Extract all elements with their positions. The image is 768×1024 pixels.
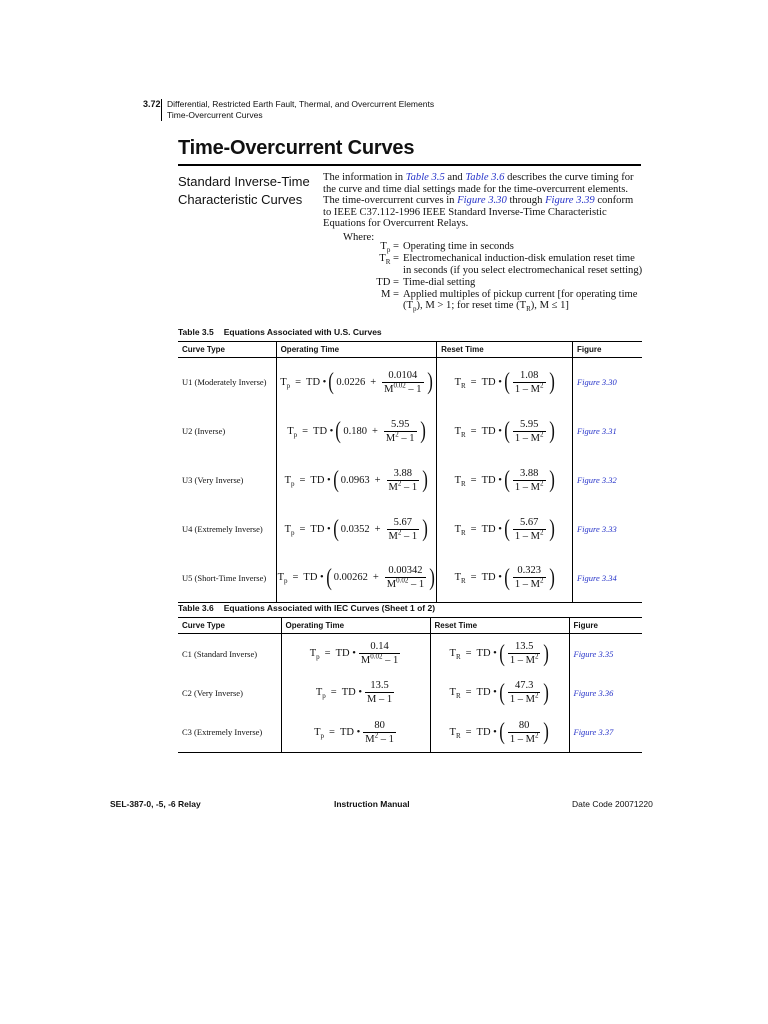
page-number: 3.72 bbox=[143, 99, 161, 109]
figure-cell bbox=[569, 673, 642, 713]
intro-text: The information in bbox=[323, 172, 404, 183]
fraction bbox=[513, 468, 546, 493]
operating-time-formula: $T_p$ = TD • ( 0.0963 + $\frac{3.88}{M^2 - 1}$ ) bbox=[284, 467, 428, 493]
figure-link[interactable]: Figure 3.32 bbox=[576, 475, 617, 485]
table-row bbox=[178, 554, 642, 603]
table-row bbox=[178, 713, 642, 753]
reset-time-formula: $T_R$ = TD • ( $\frac{5.67}{1 - M^2}$ ) bbox=[454, 516, 555, 542]
fraction bbox=[385, 565, 426, 590]
formula-lhs: $T_R$ bbox=[454, 474, 466, 488]
operating-time-formula: $T_p$ = TD • $\frac{0.14}{M^{0.02} - 1}$ bbox=[309, 641, 399, 666]
desc-tr: Electromechanical induction-disk emulation reset time in seconds (if you select electromechanical reset setting) bbox=[403, 253, 643, 276]
figure-cell bbox=[572, 358, 642, 407]
figure-link[interactable]: Figure 3.36 bbox=[573, 687, 614, 698]
figure-cell bbox=[572, 554, 642, 603]
formula-lhs: $T_R$ bbox=[454, 572, 466, 586]
table-row bbox=[178, 407, 642, 456]
curve-type-cell: U3 (Very Inverse) bbox=[182, 475, 244, 485]
figure-link[interactable]: Figure 3.35 bbox=[573, 648, 614, 659]
reset-time-cell bbox=[430, 673, 569, 713]
curve-type-cell: U4 (Extremely Inverse) bbox=[182, 524, 263, 534]
definitions-list bbox=[340, 241, 645, 313]
reset-time-cell bbox=[437, 456, 573, 505]
table-3-5-caption: Table 3.5 Equations Associated with U.S. Curves bbox=[178, 327, 382, 337]
footer-product: SEL-387-0, -5, -6 Relay bbox=[110, 799, 201, 809]
formula-lhs: $T_p$ bbox=[284, 474, 295, 488]
reset-time-cell bbox=[437, 407, 573, 456]
fraction bbox=[513, 565, 546, 590]
formula-lhs: $T_p$ bbox=[284, 523, 295, 537]
fraction-numerator: 80 bbox=[518, 719, 530, 731]
intro-paragraph bbox=[323, 172, 643, 230]
fraction-denominator: $M^{0.02} - 1$ bbox=[360, 652, 399, 666]
fraction-numerator: 5.67 bbox=[393, 516, 413, 528]
fraction-denominator: $1 - M^2$ bbox=[514, 381, 544, 395]
fraction-numerator: 0.323 bbox=[517, 565, 542, 577]
figure-link[interactable]: Figure 3.34 bbox=[576, 572, 617, 583]
figure-link[interactable]: Figure 3.30 bbox=[576, 377, 617, 388]
fraction bbox=[513, 419, 546, 444]
curve-type-cell: U1 (Moderately Inverse) bbox=[182, 377, 267, 388]
where-label: Where: bbox=[343, 232, 375, 243]
figure-link[interactable]: Figure 3.31 bbox=[576, 426, 617, 436]
operating-time-formula: $T_p$ = TD • ( 0.0226 + $\frac{0.0104}{M^{0.02} - 1}$ ) bbox=[280, 369, 433, 396]
intro-text: through bbox=[509, 195, 543, 207]
reset-time-cell bbox=[430, 713, 569, 753]
col-header: Curve Type bbox=[178, 618, 281, 634]
operating-time-cell bbox=[276, 456, 437, 505]
figure-cell bbox=[572, 505, 642, 554]
fraction-denominator: $1 - M^2$ bbox=[514, 528, 544, 542]
reset-time-formula: $T_R$ = TD • ( $\frac{5.95}{1 - M^2}$ ) bbox=[454, 418, 555, 444]
table-row bbox=[178, 505, 642, 554]
operating-time-cell bbox=[276, 554, 437, 603]
fraction bbox=[513, 517, 546, 542]
fraction-numerator: 3.88 bbox=[520, 467, 539, 479]
definition-m bbox=[340, 289, 645, 312]
operating-time-cell bbox=[281, 713, 430, 753]
fraction-numerator: 80 bbox=[374, 719, 385, 731]
fraction-denominator: $1 - M^2$ bbox=[514, 576, 544, 591]
operating-time-formula: $T_p$ = TD • ( 0.180 + $\frac{5.95}{M^2 - 1}$ ) bbox=[287, 418, 426, 444]
fraction-denominator: $M^{0.02} - 1$ bbox=[384, 381, 422, 395]
desc-td: Time-dial setting bbox=[403, 276, 476, 288]
intro-text: conform to IEEE C37.112-1996 IEEE Standard Inverse-Time Characteristic Equations for Overcurrent Relays. bbox=[323, 195, 634, 230]
reset-time-cell bbox=[437, 358, 573, 407]
side-heading: Standard Inverse-Time Characteristic Curves bbox=[178, 174, 310, 207]
table-3-6-caption: Table 3.6 Equations Associated with IEC Curves (Sheet 1 of 2) bbox=[178, 603, 436, 613]
operating-time-cell bbox=[281, 634, 430, 674]
operating-time-formula: $T_p$ = TD • $\frac{13.5}{M - 1}$ bbox=[315, 680, 393, 706]
formula-lhs: $T_p$ bbox=[280, 376, 291, 390]
fraction-numerator: 0.0104 bbox=[388, 369, 418, 381]
formula-lhs: $T_R$ bbox=[454, 425, 466, 439]
reset-time-formula: $T_R$ = TD • ( $\frac{13.5}{1 - M^2}$ ) bbox=[449, 640, 550, 667]
formula-lhs: $T_R$ bbox=[454, 376, 466, 390]
term-m: M = bbox=[380, 288, 399, 300]
operating-time-formula: $T_p$ = TD • ( 0.00262 + $\frac{0.00342}{M^{0.02} - 1}$ ) bbox=[277, 564, 435, 591]
intro-text: and bbox=[447, 172, 463, 183]
formula-lhs: $T_R$ bbox=[454, 523, 466, 537]
col-header: Operating Time bbox=[276, 342, 437, 358]
col-header: Figure bbox=[569, 618, 642, 634]
formula-lhs: $T_R$ bbox=[449, 648, 461, 662]
fraction bbox=[508, 720, 541, 745]
figure-cell bbox=[572, 407, 642, 456]
link-table-3-6[interactable]: Table 3.6 bbox=[465, 172, 505, 183]
definition-tp bbox=[340, 241, 645, 253]
fraction bbox=[382, 370, 423, 395]
fraction-numerator: 13.5 bbox=[514, 641, 534, 652]
term-tr: $T_R$ = bbox=[379, 253, 399, 267]
operating-time-formula: $T_p$ = TD • ( 0.0352 + $\frac{5.67}{M^2 - 1}$ ) bbox=[284, 516, 428, 542]
fraction bbox=[365, 680, 394, 705]
definition-td bbox=[340, 277, 645, 289]
curve-type-cell: U2 (Inverse) bbox=[182, 426, 226, 436]
table-row bbox=[178, 456, 642, 505]
formula-lhs: $T_p$ bbox=[309, 648, 320, 662]
fraction-denominator: $1 - M^2$ bbox=[514, 430, 544, 444]
link-figure-3-30[interactable]: Figure 3.30 bbox=[457, 195, 507, 207]
fraction-numerator: 5.95 bbox=[520, 418, 539, 430]
col-header: Curve Type bbox=[178, 342, 276, 358]
desc-m: Applied multiples of pickup current [for operating time $(T_p)$, M > 1; for reset time $(T_R)$, M ≤ 1] bbox=[403, 288, 638, 314]
formula-lhs: $T_p$ bbox=[277, 572, 288, 586]
table-row bbox=[178, 358, 642, 407]
fraction-numerator: 0.14 bbox=[370, 641, 389, 652]
curve-type-cell: C3 (Extremely Inverse) bbox=[178, 713, 281, 753]
col-header: Figure bbox=[572, 342, 642, 358]
col-header: Operating Time bbox=[281, 618, 430, 634]
fraction-denominator: $1 - M^2$ bbox=[509, 691, 539, 706]
link-table-3-5[interactable]: Table 3.5 bbox=[405, 172, 445, 183]
fraction bbox=[508, 680, 541, 705]
formula-lhs: $T_p$ bbox=[314, 726, 325, 740]
fraction bbox=[387, 517, 420, 542]
fraction-denominator: $1 - M^2$ bbox=[514, 479, 544, 493]
fraction-denominator: $1 - M^2$ bbox=[509, 652, 539, 666]
title-rule bbox=[178, 164, 641, 166]
operating-time-formula: $T_p$ = TD • $\frac{80}{M^2 - 1}$ bbox=[314, 719, 394, 745]
reset-time-cell bbox=[430, 634, 569, 674]
link-figure-3-39[interactable]: Figure 3.39 bbox=[545, 195, 595, 207]
fraction bbox=[508, 641, 541, 666]
fraction-denominator: $M^2 - 1$ bbox=[388, 528, 418, 542]
fraction-denominator: $M^2 - 1$ bbox=[385, 430, 415, 444]
fraction bbox=[363, 720, 396, 745]
term-tp: $T_p$ = bbox=[380, 241, 399, 255]
fraction-numerator: 0.00342 bbox=[388, 565, 423, 577]
desc-tp: Operating time in seconds bbox=[403, 241, 514, 252]
reset-time-cell bbox=[437, 554, 573, 603]
figure-cell bbox=[569, 713, 642, 753]
operating-time-cell bbox=[276, 407, 437, 456]
intro-text: describes the curve timing for the curve and time dial settings made for the time-overcurrent elements. The time-overcurrent curves in bbox=[323, 172, 634, 207]
operating-time-cell bbox=[281, 673, 430, 713]
formula-lhs: $T_R$ bbox=[449, 726, 461, 740]
table-row bbox=[178, 673, 642, 713]
fraction bbox=[384, 419, 417, 444]
table-3-5 bbox=[178, 341, 642, 603]
chapter-title: Differential, Restricted Earth Fault, Thermal, and Overcurrent Elements bbox=[167, 99, 435, 109]
reset-time-formula: $T_R$ = TD • ( $\frac{3.88}{1 - M^2}$ ) bbox=[454, 467, 555, 493]
reset-time-cell bbox=[437, 505, 573, 554]
fraction-numerator: 47.3 bbox=[514, 680, 534, 692]
fraction-denominator: $M^2 - 1$ bbox=[365, 731, 394, 745]
operating-time-cell bbox=[276, 505, 437, 554]
fraction-numerator: 13.5 bbox=[370, 680, 389, 692]
figure-link[interactable]: Figure 3.33 bbox=[576, 524, 617, 534]
fraction bbox=[513, 370, 546, 395]
curve-type-cell: C2 (Very Inverse) bbox=[182, 687, 243, 698]
fraction-denominator: $M^2 - 1$ bbox=[388, 479, 418, 493]
section-title: Time-Overcurrent Curves bbox=[167, 110, 263, 120]
footer-manual: Instruction Manual bbox=[334, 799, 410, 809]
fraction-numerator: 5.95 bbox=[391, 418, 410, 430]
curve-type-cell: U5 (Short-Time Inverse) bbox=[178, 554, 276, 603]
header-divider bbox=[161, 99, 162, 121]
formula-lhs: $T_p$ bbox=[315, 687, 326, 701]
table-3-6 bbox=[178, 617, 642, 753]
term-td: TD = bbox=[376, 276, 399, 288]
reset-time-formula: $T_R$ = TD • ( $\frac{0.323}{1 - M^2}$ ) bbox=[454, 564, 555, 591]
formula-lhs: $T_p$ bbox=[287, 425, 298, 439]
fraction-numerator: 3.88 bbox=[393, 467, 413, 479]
formula-lhs: $T_R$ bbox=[449, 687, 461, 701]
fraction-numerator: 5.67 bbox=[520, 516, 539, 528]
fraction bbox=[387, 468, 420, 493]
col-header: Reset Time bbox=[437, 342, 573, 358]
reset-time-formula: $T_R$ = TD • ( $\frac{47.3}{1 - M^2}$ ) bbox=[449, 679, 550, 706]
figure-link[interactable]: Figure 3.37 bbox=[573, 727, 614, 737]
figure-cell bbox=[569, 634, 642, 674]
col-header: Reset Time bbox=[430, 618, 569, 634]
fraction-denominator: M – 1 bbox=[367, 694, 393, 706]
reset-time-formula: $T_R$ = TD • ( $\frac{1.08}{1 - M^2}$ ) bbox=[454, 369, 555, 396]
fraction-denominator: $1 - M^2$ bbox=[509, 731, 539, 745]
operating-time-cell bbox=[276, 358, 437, 407]
fraction-numerator: 1.08 bbox=[520, 369, 539, 381]
definition-tr bbox=[340, 253, 645, 276]
table-row bbox=[178, 634, 642, 674]
page-title: Time-Overcurrent Curves bbox=[178, 137, 415, 159]
footer-date-code: Date Code 20071220 bbox=[572, 799, 653, 809]
reset-time-formula: $T_R$ = TD • ( $\frac{80}{1 - M^2}$ ) bbox=[449, 719, 550, 745]
curve-type-cell: C1 (Standard Inverse) bbox=[182, 648, 258, 659]
fraction bbox=[359, 641, 400, 666]
fraction-denominator: $M^{0.02} - 1$ bbox=[386, 576, 425, 591]
figure-cell bbox=[572, 456, 642, 505]
